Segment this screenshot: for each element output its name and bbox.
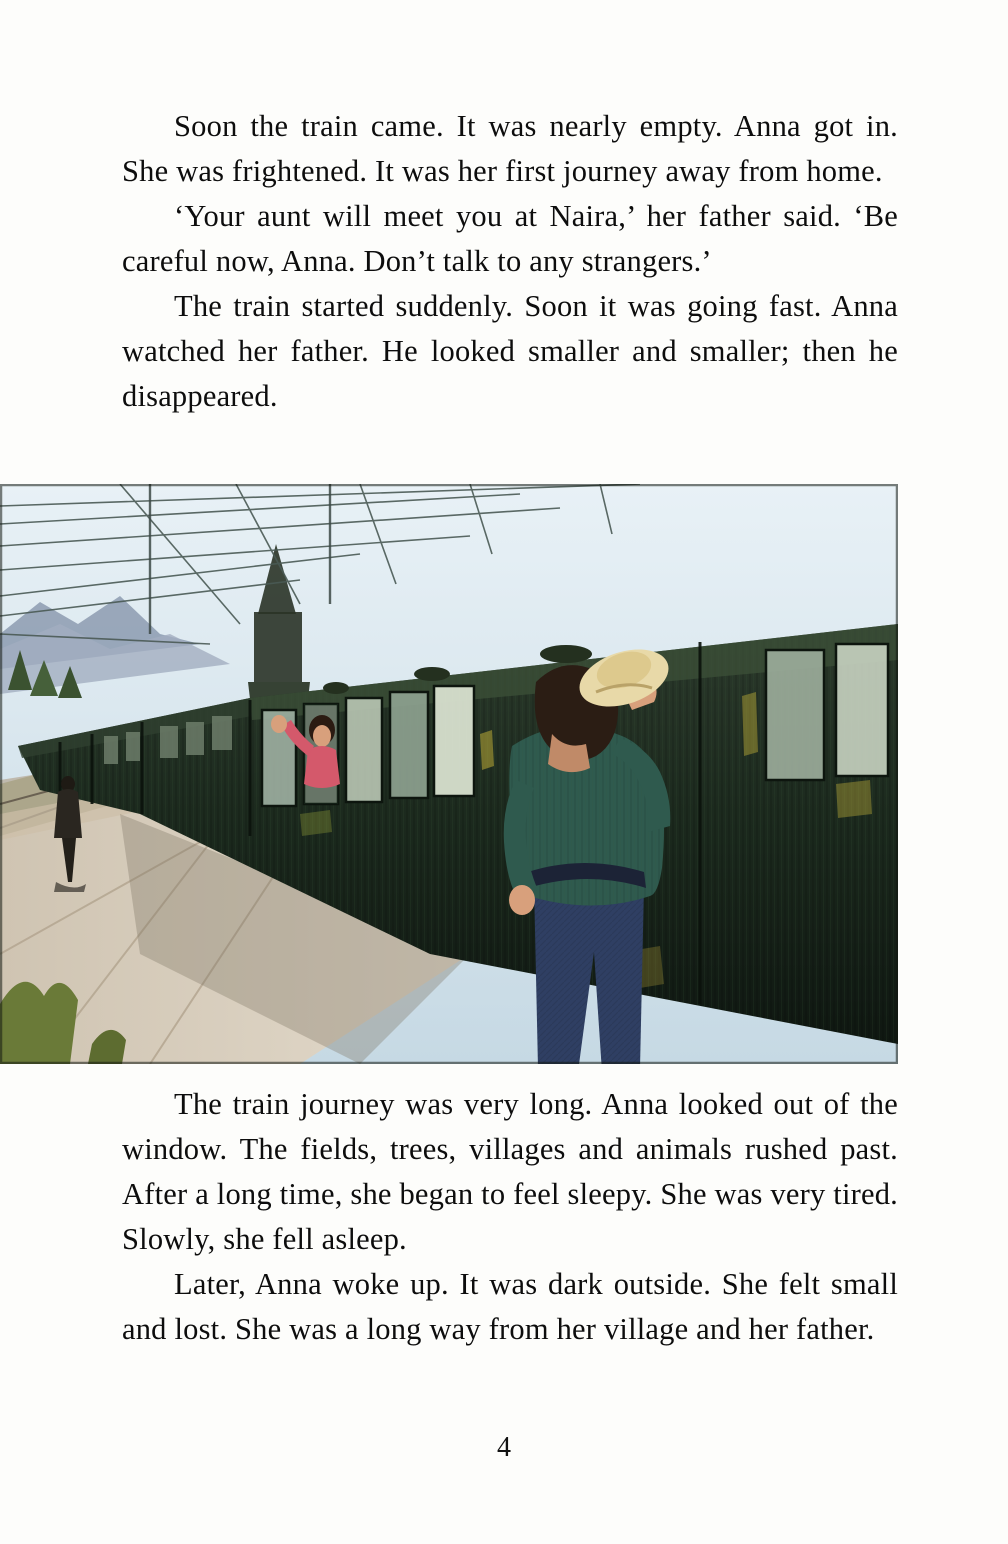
page-number: 4 <box>497 1432 511 1463</box>
top-text-block <box>122 104 898 419</box>
man-hand-left <box>509 885 535 915</box>
illustration <box>0 484 898 1064</box>
bottom-text-block <box>122 1082 898 1352</box>
paragraph: ‘Your aunt will meet you at Naira,’ her father said. ‘Be careful now, Anna. Don’t talk to any strangers.’ <box>122 199 898 278</box>
paragraph: The train journey was very long. Anna looked out of the window. The fields, trees, villages and animals rushed past. After a long time, she began to feel sleepy. She was very tired. Slowly, she fell asleep. <box>122 1087 898 1256</box>
train-illustration-graphic <box>0 484 898 1064</box>
paragraph: The train started suddenly. Soon it was going fast. Anna watched her father. He looked smaller and smaller; then he disappeared. <box>122 289 898 413</box>
girl-hand <box>271 715 287 733</box>
paragraph: Later, Anna woke up. It was dark outside. She felt small and lost. She was a long way from her village and her father. <box>122 1267 898 1346</box>
paragraph: Soon the train came. It was nearly empty. Anna got in. She was frightened. It was her first journey away from home. <box>122 109 898 188</box>
girl-face <box>313 725 331 747</box>
